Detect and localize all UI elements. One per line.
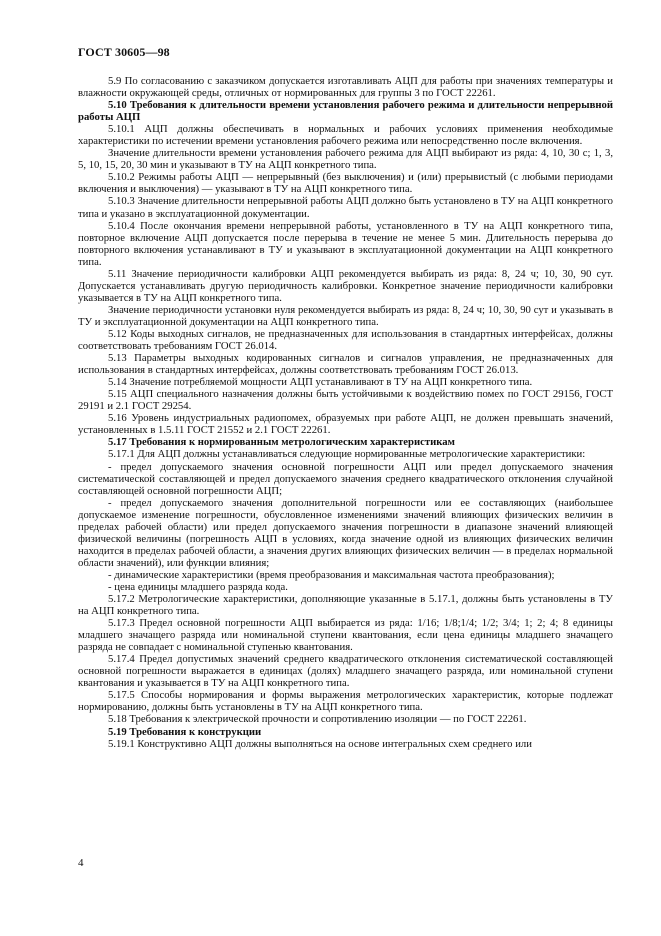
paragraph: Значение длительности времени установления рабочего режима для АЦП выбирают из ряда: 4, 10, 30 с; 1, 3, 5, 10, 15, 20, 30 мин и указывают в ТУ на АЦП конкретного типа. [78,147,613,172]
paragraph: 5.17.2 Метрологические характеристики, дополняющие указанные в 5.17.1, должны быть установлены в ТУ на АЦП конкретного типа. [78,593,613,618]
paragraph: 5.18 Требования к электрической прочности и сопротивлению изоляции — по ГОСТ 22261. [108,713,527,726]
paragraph: 5.14 Значение потребляемой мощности АЦП устанавливают в ТУ на АЦП конкретного типа. [108,376,533,389]
paragraph: 5.10.1 АЦП должны обеспечивать в нормальных и рабочих условиях применения необходимые характеристики по истечении времени установления рабочего режима или непосредственно после включения. [78,123,613,148]
paragraph: 5.16 Уровень индустриальных радиопомех, образуемых при работе АЦП, не должен превышать значений, установленных в 1.5.11 ГОСТ 21552 и 2.1 ГОСТ 22261. [78,412,613,437]
page-number: 4 [78,857,84,869]
paragraph: 5.11 Значение периодичности калибровки АЦП рекомендуется выбирать из ряда: 8, 24 ч; 10, 30, 90 сут. Допускается устанавливать другую периодичность калибровки. Конкретное значение периодичности калибровки указывается в ТУ на АЦП конкретного типа. [78,267,613,304]
paragraph: 5.12 Коды выходных сигналов, не предназначенных для использования в стандартных интерфейсах, должны соответствовать требованиям ГОСТ 26.014. [78,327,613,353]
paragraph: 5.10.3 Значение длительности непрерывной работы АЦП должно быть установлено в ТУ на АЦП конкретного типа и указано в эксплуатационной документации. [78,195,613,220]
paragraph: 5.15 АЦП специального назначения должны быть устойчивыми к воздействию помех по ГОСТ 29156, ГОСТ 29191 и 2.1 ГОСТ 29254. [78,388,613,413]
section-heading: 5.19 Требования к конструкции [108,725,262,738]
paragraph: - динамические характеристики (время преобразования и максимальная частота преобразования); [108,568,555,581]
paragraph: 5.10.4 После окончания времени непрерывной работы, установленного в ТУ на АЦП конкретного типа, повторное включение АЦП допускается после перерыва в течение не менее 5 мин. Длительность перерыва до повторного включения устанавливают в ТУ и указывают в эксплуатационной документации на АЦП конкретного типа. [78,219,613,268]
paragraph: 5.17.5 Способы нормирования и формы выражения метрологических характеристик, которые подлежат нормированию, должны быть установлены в ТУ на АЦП конкретного типа. [78,689,613,714]
document-body [78,75,613,750]
paragraph: 5.17.3 Предел основной погрешности АЦП выбирается из ряда: 1/16; 1/8;1/4; 1/2; 3/4; 1; 2; 4; 8 единицы младшего значащего разряда или номинальной ступени квантования, если цена единицы младшего значащего разряда не совпадает с номинальной ступенью квантования. [78,617,613,654]
paragraph: - предел допускаемого значения основной погрешности АЦП или предел допускаемого значения систематической составляющей и предел допускаемого значения среднего квадратического отклонения случайной составляющей основной погрешности АЦП; [78,460,613,497]
paragraph: 5.17.1 Для АЦП должны устанавливаться следующие нормированные метрологические характеристики: [108,448,586,461]
paragraph: 5.19.1 Конструктивно АЦП должны выполняться на основе интегральных схем среднего или [108,737,532,750]
paragraph: 5.13 Параметры выходных кодированных сигналов и сигналов управления, не предназначенных для использования в стандартных интерфейсах, должны соответствовать требованиям ГОСТ 26.013. [78,352,613,377]
page-header: ГОСТ 30605—98 [78,45,170,59]
paragraph: 5.10.2 Режимы работы АЦП — непрерывный (без выключения) и (или) прерывистый (с любыми периодами включения и выключения) — указывают в ТУ на АЦП конкретного типа. [78,171,613,196]
paragraph: 5.9 По согласованию с заказчиком допускается изготавливать АЦП для работы при значениях температуры и влажности окружающей среды, отличных от нормированных для группы 3 по ГОСТ 22261. [78,75,613,100]
paragraph: - цена единицы младшего разряда кода. [108,580,288,593]
paragraph: 5.17.4 Предел допустимых значений среднего квадратического отклонения систематической составляющей основной погрешности выражается в единицах (долях) младшего значащего разряда, или номинальной ступени квантования и указывается в ТУ на АЦП конкретного типа. [78,653,613,690]
paragraph: - предел допускаемого значения дополнительной погрешности или ее составляющих (наибольшее допускаемое изменение погрешности, обусловленное изменениями значений влияющих физических величин в пределах рабочей области) или предел допускаемого значения погрешности в диапазоне значений влияющей физической величины (погрешность АЦП в условиях, когда значение одной из влияющих физических величин находится в пределах рабочей области, а значения других влияющих физических величин — в пределах нормальной области значений), или функции влияния; [78,496,613,569]
paragraph: Значение периодичности установки нуля рекомендуется выбирать из ряда: 8, 24 ч; 10, 30, 90 сут и указывать в ТУ и эксплуатационной документации на АЦП конкретного типа. [78,303,613,328]
section-heading: 5.17 Требования к нормированным метрологическим характеристикам [108,436,455,449]
section-heading: 5.10 Требования к длительности времени установления рабочего режима и длительности непрерывной работы АЦП [78,99,613,124]
